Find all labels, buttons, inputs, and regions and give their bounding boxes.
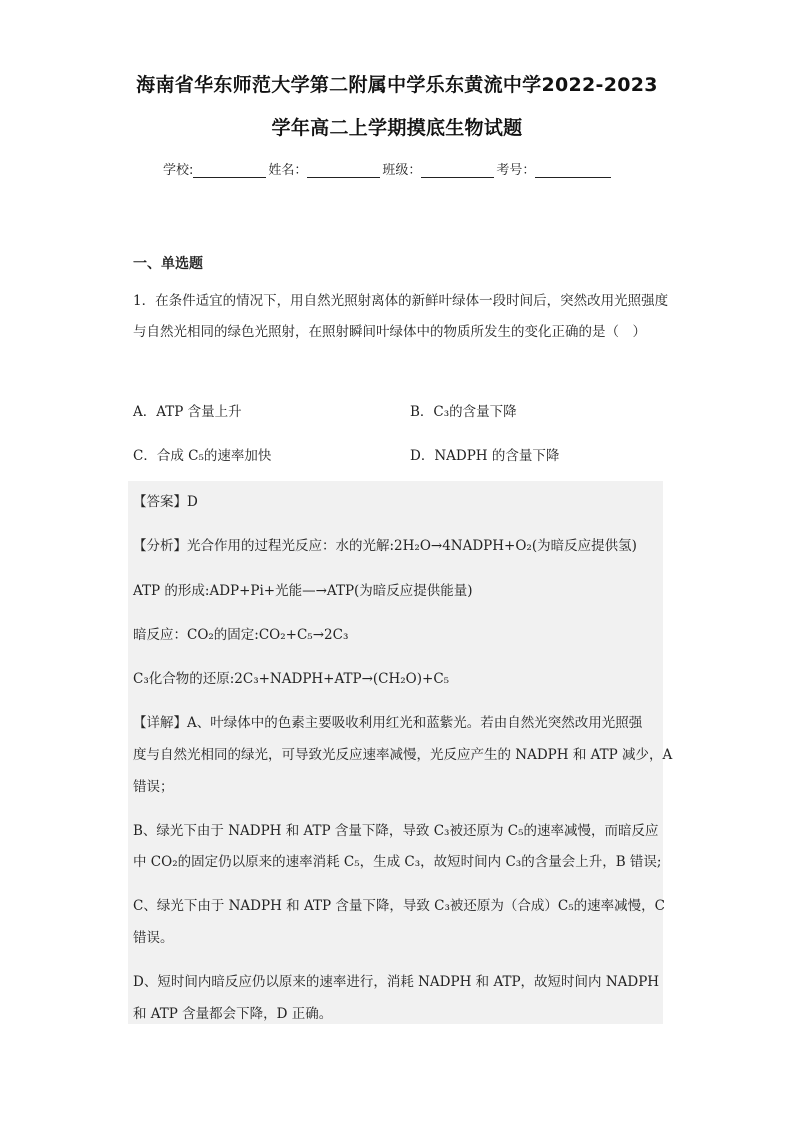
analysis-line: 暗反应：CO₂的固定:CO₂+C₅→2C₃ [133,627,349,643]
question-stem: 1．在条件适宜的情况下，用自然光照射离体的新鲜叶绿体一段时间后，突然改用光照强度与自然光相同的绿色光照射，在照射瞬间叶绿体中的物质所发生的变化正确的是（ ） [133,293,669,340]
detail-line: 错误。 [133,930,174,946]
analysis-line: C₃化合物的还原:2C₃+NADPH+ATP→(CH₂O)+C₅ [133,671,450,687]
option-a: A．ATP 含量上升 [133,404,242,420]
name-blank[interactable] [307,163,380,178]
detail-line: 【详解】A、叶绿体中的色素主要吸收利用红光和蓝紫光。若由自然光突然改用光照强 [133,715,643,731]
class-blank[interactable] [421,163,494,178]
section-heading: 一、单选题 [133,256,203,272]
detail-line: B、绿光下由于 NADPH 和 ATP 含量下降，导致 C₃被还原为 C₅的速率减慢，而暗反应 [133,823,659,839]
student-info-row [163,159,613,178]
option-c: C．合成 C₅的速率加快 [133,448,272,464]
detail-line: 和 ATP 含量都会下降，D 正确。 [133,1006,333,1022]
detail-line: 中 CO₂的固定仍以原来的速率消耗 C₅，生成 C₃，故短时间内 C₃的含量会上升，B 错误; [133,854,662,870]
title-line-1: 海南省华东师范大学第二附属中学乐东黄流中学2022-2023 [136,74,658,96]
detail-line: C、绿光下由于 NADPH 和 ATP 含量下降，导致 C₃被还原为（合成）C₅的速率减慢，C [133,898,665,914]
detail-line: D、短时间内暗反应仍以原来的速率进行，消耗 NADPH 和 ATP，故短时间内 NADPH [133,974,660,990]
analysis-line: ATP 的形成:ADP+Pi+光能—→ATP(为暗反应提供能量) [133,583,473,599]
answer-line: 【答案】D [133,494,198,510]
detail-line: 度与自然光相同的绿光，可导致光反应速率减慢，光反应产生的 NADPH 和 ATP 减少，A [133,747,673,763]
school-blank[interactable] [193,163,266,178]
number-blank[interactable] [535,163,611,178]
number-label: 考号： [496,163,536,178]
class-label: 班级： [382,163,422,178]
option-d: D．NADPH 的含量下降 [410,448,560,464]
option-b: B．C₃的含量下降 [410,404,517,420]
title-line-2: 学年高二上学期摸底生物试题 [271,117,523,139]
detail-line: 错误； [133,779,174,795]
school-label: 学校: [163,163,194,178]
name-label: 姓名： [268,163,308,178]
analysis-line: 【分析】光合作用的过程光反应：水的光解:2H₂O→4NADPH+O₂(为暗反应提供氢) [133,538,637,554]
